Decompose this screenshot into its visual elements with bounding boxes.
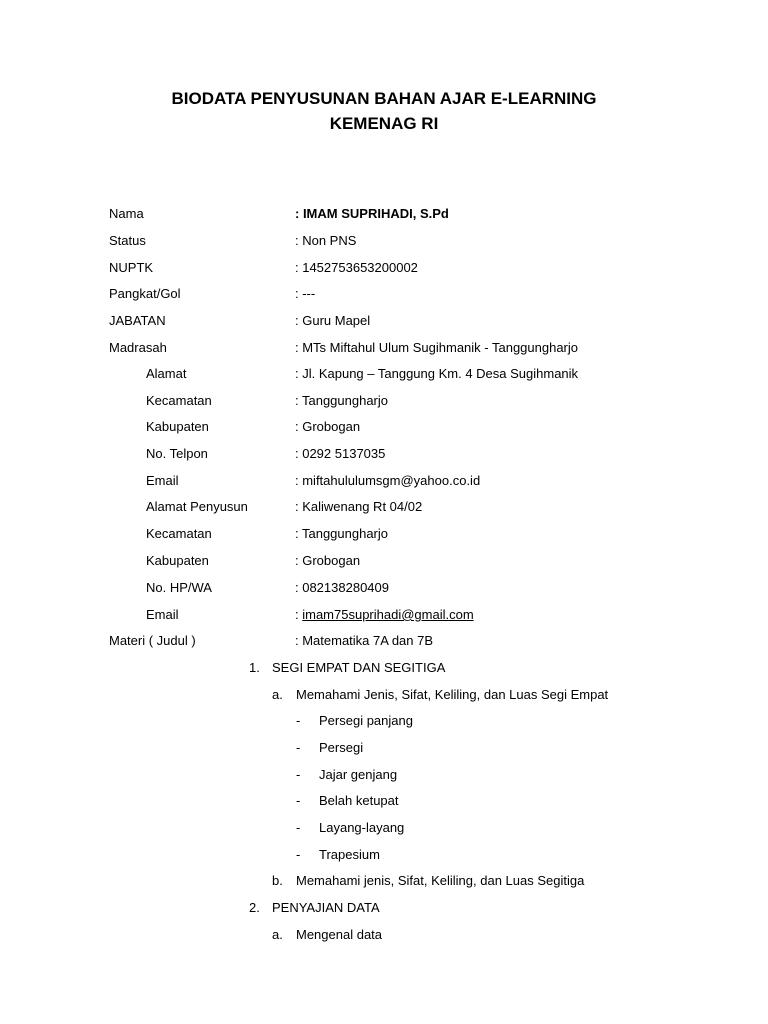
document-title-line-2: KEMENAG RI (329, 114, 439, 133)
field-label: Madrasah (109, 340, 167, 355)
outline-text: Memahami Jenis, Sifat, Keliling, dan Luas Segi Empat (296, 687, 609, 702)
outline-text: Persegi (319, 740, 364, 755)
outline-text: Mengenal data (296, 927, 383, 942)
field-colon: : (295, 607, 303, 622)
field-value: : Grobogan (295, 419, 361, 434)
field-value: : MTs Miftahul Ulum Sugihmanik - Tanggungharjo (295, 340, 579, 355)
field-label: Status (109, 233, 146, 248)
outline-text: Layang-layang (319, 820, 405, 835)
field-label: Kabupaten (146, 553, 209, 568)
outline-text: Memahami jenis, Sifat, Keliling, dan Luas Segitiga (296, 873, 585, 888)
field-label: Email (146, 607, 179, 622)
field-label: Alamat (146, 366, 187, 381)
field-value: : 082138280409 (295, 580, 389, 595)
outline-marker: - (296, 767, 301, 782)
field-label: NUPTK (109, 260, 154, 275)
outline-marker: b. (272, 873, 283, 888)
field-value: : Non PNS (295, 233, 357, 248)
outline-marker: - (296, 820, 301, 835)
field-value: : IMAM SUPRIHADI, S.Pd (295, 206, 449, 221)
field-value: : Tanggungharjo (295, 526, 389, 541)
field-label: No. Telpon (146, 446, 208, 461)
document-title-line-1: BIODATA PENYUSUNAN BAHAN AJAR E-LEARNING (171, 89, 597, 108)
field-label: JABATAN (109, 313, 166, 328)
outline-marker: a. (272, 687, 283, 702)
email-link[interactable]: imam75suprihadi@gmail.com (302, 607, 474, 622)
outline-text: Persegi panjang (319, 713, 413, 728)
field-value-wrap (295, 605, 474, 625)
field-label: Kecamatan (146, 526, 212, 541)
outline-text: Jajar genjang (319, 767, 398, 782)
outline-marker: - (296, 740, 301, 755)
outline-marker: - (296, 713, 301, 728)
field-value: : --- (295, 286, 316, 301)
field-value: : Jl. Kapung – Tanggung Km. 4 Desa Sugihmanik (295, 366, 579, 381)
field-label: Alamat Penyusun (146, 499, 248, 514)
outline-text: PENYAJIAN DATA (272, 900, 380, 915)
outline-marker: 1. (249, 660, 260, 675)
field-label: Kabupaten (146, 419, 209, 434)
outline-text: SEGI EMPAT DAN SEGITIGA (272, 660, 446, 675)
field-value: : Kaliwenang Rt 04/02 (295, 499, 423, 514)
field-value: : Grobogan (295, 553, 361, 568)
outline-marker: 2. (249, 900, 260, 915)
field-label: Nama (109, 206, 144, 221)
field-label: Email (146, 473, 179, 488)
outline-marker: - (296, 793, 301, 808)
field-value: : miftahululumsgm@yahoo.co.id (295, 473, 481, 488)
outline-marker: - (296, 847, 301, 862)
field-label: Materi ( Judul ) (109, 633, 196, 648)
outline-text: Belah ketupat (319, 793, 399, 808)
field-value: : 0292 5137035 (295, 446, 386, 461)
field-label: Kecamatan (146, 393, 212, 408)
field-value: : Matematika 7A dan 7B (295, 633, 434, 648)
field-label: Pangkat/Gol (109, 286, 181, 301)
field-value: : Tanggungharjo (295, 393, 389, 408)
outline-text: Trapesium (319, 847, 380, 862)
field-value: : 1452753653200002 (295, 260, 418, 275)
field-value: : Guru Mapel (295, 313, 371, 328)
field-label: No. HP/WA (146, 580, 212, 595)
outline-marker: a. (272, 927, 283, 942)
